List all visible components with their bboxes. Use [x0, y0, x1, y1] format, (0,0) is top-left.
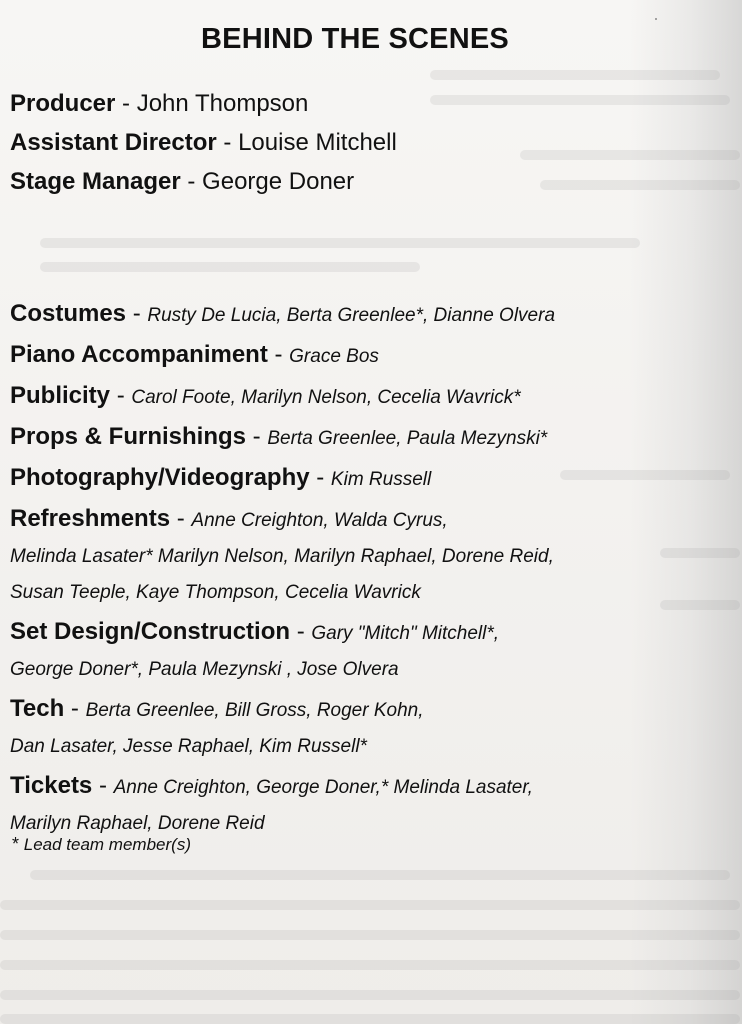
crew-row-photography-videography — [10, 460, 700, 498]
footnote-asterisk: * — [12, 834, 20, 854]
crew-names: Grace Bos — [289, 346, 379, 367]
crew-row-tech — [10, 691, 700, 765]
footnote-text: Lead team member(s) — [23, 835, 191, 854]
crew-names: Susan Teeple, Kaye Thompson, Cecelia Wavrick — [10, 582, 421, 603]
crew-separator: - — [92, 772, 114, 799]
staff-name: George Doner — [202, 168, 355, 195]
crew-row-piano-accompaniment — [10, 337, 700, 375]
crew-line — [10, 539, 700, 575]
crew-separator: - — [246, 423, 268, 450]
crew-line — [10, 501, 700, 539]
crew-names: George Doner*, Paula Mezynski , Jose Olvera — [10, 659, 399, 680]
staff-name: John Thompson — [136, 90, 309, 117]
crew-row-publicity — [10, 378, 700, 416]
crew-names: Anne Creighton, Walda Cyrus, — [191, 510, 448, 531]
staff-row-stage-manager — [10, 162, 650, 201]
crew-separator: - — [290, 618, 312, 645]
crew-list — [10, 296, 700, 845]
crew-line — [10, 768, 700, 806]
crew-dept: Tech — [10, 695, 65, 722]
crew-dept: Piano Accompaniment — [10, 341, 268, 368]
crew-names: Carol Foote, Marilyn Nelson, Cecelia Wavrick* — [131, 387, 521, 408]
staff-separator: - — [216, 129, 239, 156]
crew-separator: - — [64, 695, 86, 722]
crew-line — [10, 419, 700, 457]
crew-names: Berta Greenlee, Paula Mezynski* — [267, 428, 548, 449]
crew-dept: Tickets — [10, 772, 93, 799]
crew-dept: Props & Furnishings — [10, 423, 247, 450]
crew-names: Gary "Mitch" Mitchell*, — [311, 623, 500, 644]
paper-speck — [655, 18, 657, 20]
crew-names: Marilyn Raphael, Dorene Reid — [10, 813, 265, 834]
crew-row-set-design-construction — [10, 614, 700, 688]
crew-names: Kim Russell — [330, 469, 432, 490]
crew-dept: Costumes — [10, 300, 127, 327]
crew-names: Dan Lasater, Jesse Raphael, Kim Russell* — [10, 736, 367, 757]
crew-names: Berta Greenlee, Bill Gross, Roger Kohn, — [85, 700, 424, 721]
crew-line — [10, 296, 700, 334]
staff-separator: - — [180, 168, 203, 195]
crew-separator: - — [170, 505, 192, 532]
crew-line — [10, 614, 700, 652]
staff-separator: - — [115, 90, 137, 117]
crew-line — [10, 729, 700, 765]
crew-line — [10, 575, 700, 611]
page-title: BEHIND THE SCENES — [201, 23, 509, 56]
crew-separator: - — [126, 300, 148, 327]
staff-role: Producer — [10, 90, 116, 117]
crew-line — [10, 691, 700, 729]
staff-list — [10, 84, 650, 201]
crew-dept: Set Design/Construction — [10, 618, 291, 645]
staff-role: Assistant Director — [10, 129, 217, 156]
crew-names: Anne Creighton, George Doner,* Melinda Lasater, — [113, 777, 533, 798]
crew-line — [10, 337, 700, 375]
crew-line — [10, 460, 700, 498]
crew-separator: - — [267, 341, 290, 368]
crew-names: Melinda Lasater* Marilyn Nelson, Marilyn Raphael, Dorene Reid, — [10, 546, 554, 567]
staff-row-assistant-director — [10, 123, 650, 162]
crew-separator: - — [309, 464, 331, 491]
crew-row-tickets — [10, 768, 700, 842]
crew-names: Rusty De Lucia, Berta Greenlee*, Dianne Olvera — [147, 305, 556, 326]
crew-separator: - — [110, 382, 132, 409]
crew-row-refreshments — [10, 501, 700, 611]
footnote — [12, 834, 191, 855]
crew-row-props-furnishings — [10, 419, 700, 457]
staff-name: Louise Mitchell — [238, 129, 397, 156]
crew-line — [10, 378, 700, 416]
staff-row-producer — [10, 84, 650, 123]
crew-row-costumes — [10, 296, 700, 334]
staff-role: Stage Manager — [10, 168, 181, 195]
crew-dept: Publicity — [10, 382, 111, 409]
crew-dept: Photography/Videography — [10, 464, 310, 491]
crew-dept: Refreshments — [10, 505, 171, 532]
crew-line — [10, 652, 700, 688]
